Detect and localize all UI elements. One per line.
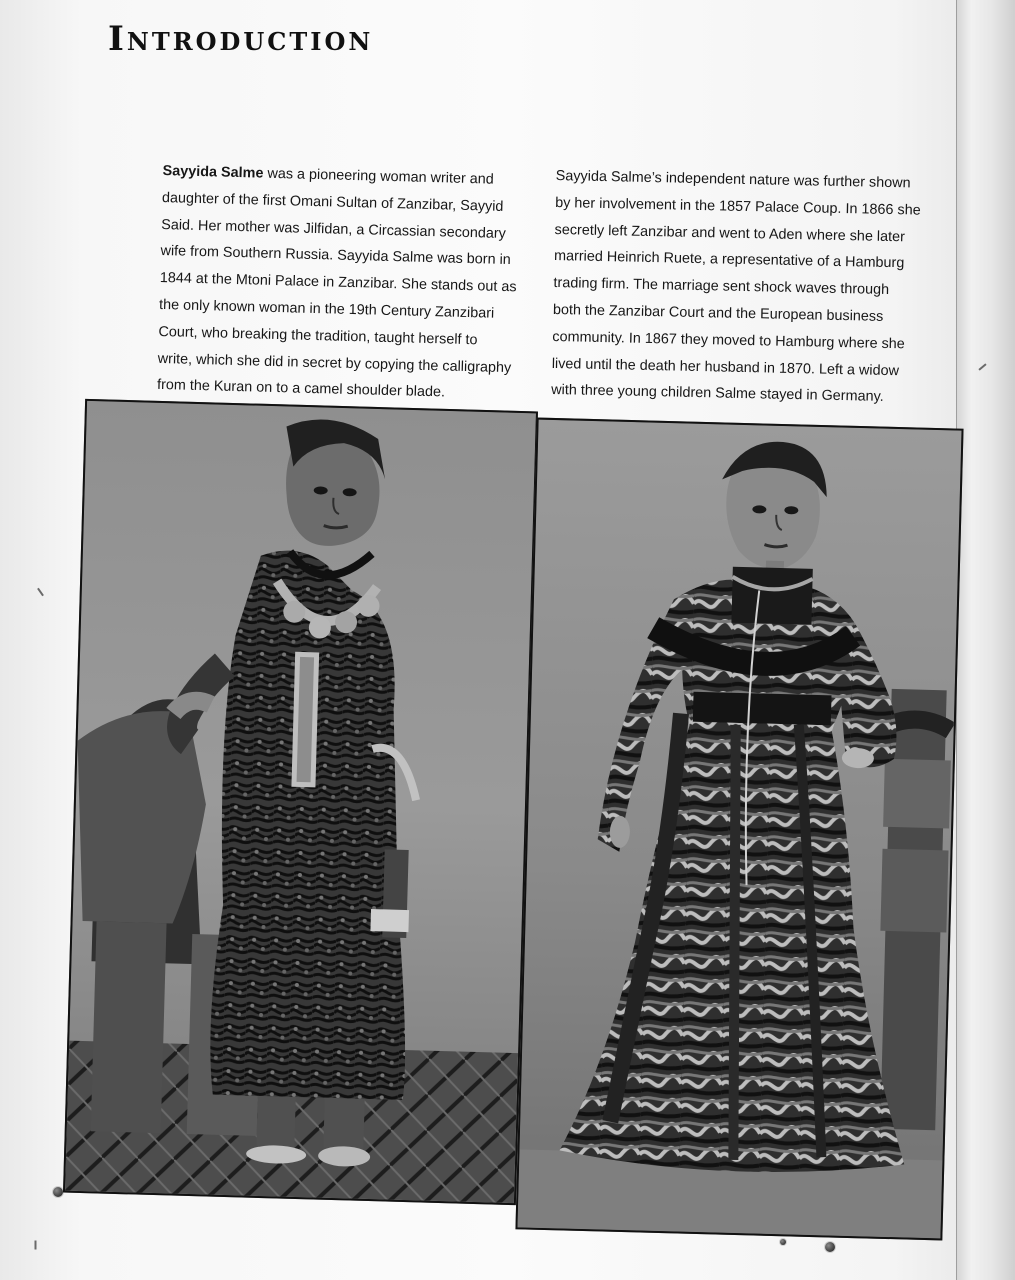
screw-icon [825, 1242, 835, 1252]
screw-icon [780, 1239, 786, 1245]
left-text-line: from the Kuran on to a camel shoulder blade. [156, 377, 446, 401]
portrait-illustration [517, 420, 961, 1239]
left-text-line: the only known woman in the 19th Century Zanzibari [158, 296, 495, 322]
right-text-column [551, 163, 956, 412]
page-title: Introduction [108, 19, 374, 59]
right-text-line: with three young children Salme stayed in Germany. [551, 382, 884, 406]
left-text-line: 1844 at the Mtoni Palace in Zanzibar. She stands out as [159, 270, 517, 296]
portrait-illustration [65, 401, 536, 1203]
panel-edge [956, 0, 1015, 1280]
text-fragment: was a pioneering woman writer and [263, 165, 494, 188]
left-text-line: write, which she did in secret by copying the calligraphy [157, 350, 512, 376]
left-text-line: daughter of the first Omani Sultan of Zanzibar, Sayyid [161, 189, 504, 215]
right-text-line: secretly left Zanzibar and went to Aden where she later [554, 221, 906, 245]
left-text-line: wife from Southern Russia. Sayyida Salme was born in [160, 243, 511, 269]
surface-mark-icon [35, 1241, 37, 1250]
right-text-line: by her involvement in the 1857 Palace Coup. In 1866 she [554, 194, 921, 219]
right-text-line: lived until the death her husband in 1870. Left a widow [551, 355, 900, 379]
name-lead: Sayyida Salme [162, 162, 264, 182]
right-text-line: married Heinrich Ruete, a representative of a Hamburg [553, 248, 905, 272]
right-text-line: community. In 1867 they moved to Hamburg where she [552, 328, 905, 353]
surface-mark-icon [37, 588, 44, 597]
right-text-line: Sayyida Salme’s independent nature was further shown [555, 167, 911, 192]
portrait-photo-left [63, 399, 538, 1205]
left-text-line: Said. Her mother was Jilfidan, a Circassian secondary [161, 216, 507, 242]
left-text-line: Court, who breaking the tradition, taught herself to [158, 323, 478, 349]
right-text-line: both the Zanzibar Court and the European business [552, 301, 884, 325]
screw-icon [53, 1187, 63, 1197]
left-text-column [157, 158, 523, 409]
right-text-line: trading firm. The marriage sent shock waves through [553, 275, 890, 299]
portrait-photo-right [515, 418, 963, 1241]
